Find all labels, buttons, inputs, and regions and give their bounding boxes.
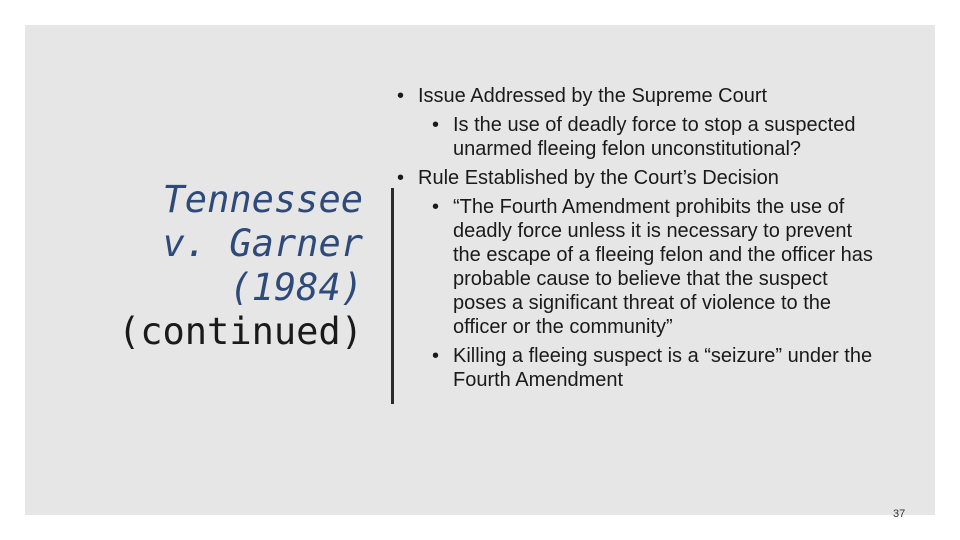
title-line-4: (continued): [117, 310, 363, 353]
bullet-icon: •: [432, 196, 440, 218]
bullet-icon: •: [397, 85, 405, 107]
bullet-text: Issue Addressed by the Supreme Court: [418, 85, 768, 107]
sub-bullet-item: [428, 195, 883, 339]
bullet-icon: •: [432, 345, 440, 367]
bullet-list: [393, 84, 893, 397]
sub-bullet-text: Is the use of deadly force to stop a suspected unarmed fleeing felon unconstitutional?: [453, 114, 856, 160]
bullet-icon: •: [432, 114, 440, 136]
title-line-2: v. Garner: [162, 222, 363, 265]
bullet-item-issue: [393, 84, 893, 108]
sub-bullet-item: [428, 344, 883, 392]
bullet-item-rule: [393, 166, 893, 190]
slide-number: 37: [893, 508, 906, 520]
title-line-3: (1984): [229, 266, 363, 309]
sub-bullet-text: Killing a fleeing suspect is a “seizure” under the Fourth Amendment: [453, 345, 873, 391]
sub-bullet-text: “The Fourth Amendment prohibits the use of deadly force unless it is necessary to prevent the escape of a fleeing felon and the officer has probable cause to believe that the suspect poses a significant threat of violence to the officer or the community”: [453, 196, 873, 338]
title-line-1: Tennessee: [162, 178, 363, 221]
sub-bullet-item: [428, 113, 883, 161]
slide-title: [65, 178, 363, 354]
bullet-icon: •: [397, 167, 405, 189]
bullet-text: Rule Established by the Court’s Decision: [418, 167, 779, 189]
